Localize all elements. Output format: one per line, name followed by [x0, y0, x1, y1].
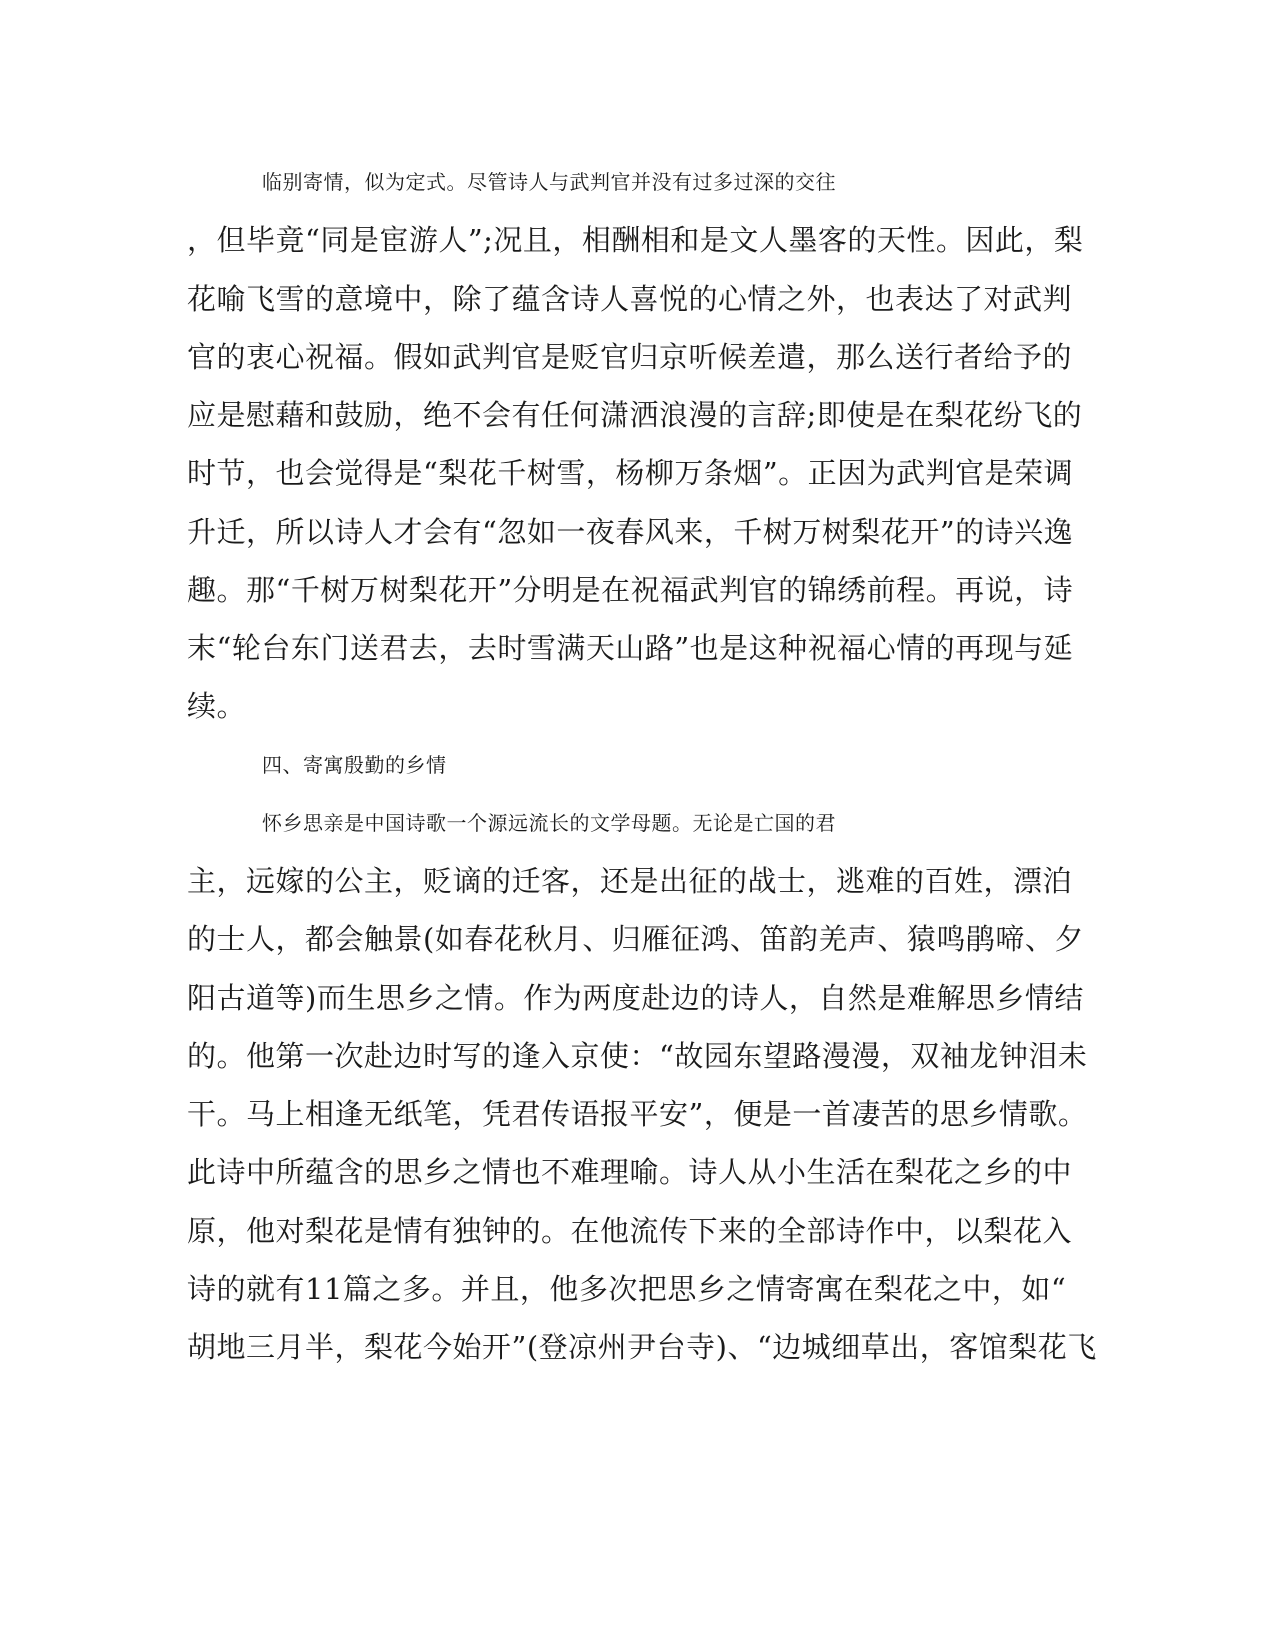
text-line: 诗的就有11篇之多。并且，他多次把思乡之情寄寓在梨花之中，如“ — [187, 1272, 1067, 1306]
text-line: 主，远嫁的公主，贬谪的迁客，还是出征的战士，逃难的百姓，漂泊 — [187, 864, 1073, 898]
text-line: 此诗中所蕴含的思乡之情也不难理喻。诗人从小生活在梨花之乡的中 — [187, 1155, 1073, 1189]
text-line: 临别寄情，似为定式。尽管诗人与武判官并没有过多过深的交往 — [262, 170, 836, 194]
text-line: 胡地三月半，梨花今始开”(登凉州尹台寺)、“边城细草出，客馆梨花飞 — [187, 1330, 1097, 1364]
section-heading: 四、寄寓殷勤的乡情 — [262, 753, 447, 777]
text-line: 趣。那“千树万树梨花开”分明是在祝福武判官的锦绣前程。再说，诗 — [187, 573, 1074, 607]
text-line: 应是慰藉和鼓励，绝不会有任何潇洒浪漫的言辞;即使是在梨花纷飞的 — [187, 398, 1083, 432]
text-line: 官的衷心祝福。假如武判官是贬官归京听候差遣，那么送行者给予的 — [187, 340, 1073, 374]
text-line: ，但毕竟“同是宦游人”;况且，相酬相和是文人墨客的天性。因此，梨 — [187, 223, 1084, 257]
text-line: 原，他对梨花是情有独钟的。在他流传下来的全部诗作中，以梨花入 — [187, 1214, 1073, 1248]
text-line: 续。 — [187, 689, 247, 723]
text-line: 的。他第一次赴边时写的逢入京使：“故园东望路漫漫，双袖龙钟泪未 — [187, 1039, 1088, 1073]
text-line: 末“轮台东门送君去，去时雪满天山路”也是这种祝福心情的再现与延 — [187, 631, 1074, 665]
text-line: 时节，也会觉得是“梨花千树雪，杨柳万条烟”。正因为武判官是荣调 — [187, 456, 1074, 490]
text-line: 干。马上相逢无纸笔，凭君传语报平安”，便是一首凄苦的思乡情歌。 — [187, 1097, 1088, 1131]
text-line: 升迁，所以诗人才会有“忽如一夜春风来，千树万树梨花开”的诗兴逸 — [187, 515, 1074, 549]
text-line: 阳古道等)而生思乡之情。作为两度赴边的诗人，自然是难解思乡情结 — [187, 981, 1084, 1015]
text-line: 怀乡思亲是中国诗歌一个源远流长的文学母题。无论是亡国的君 — [262, 811, 836, 835]
text-line: 花喻飞雪的意境中，除了蕴含诗人喜悦的心情之外，也表达了对武判 — [187, 282, 1073, 316]
text-line: 的士人，都会触景(如春花秋月、归雁征鸿、笛韵羌声、猿鸣鹃啼、夕 — [187, 922, 1084, 956]
